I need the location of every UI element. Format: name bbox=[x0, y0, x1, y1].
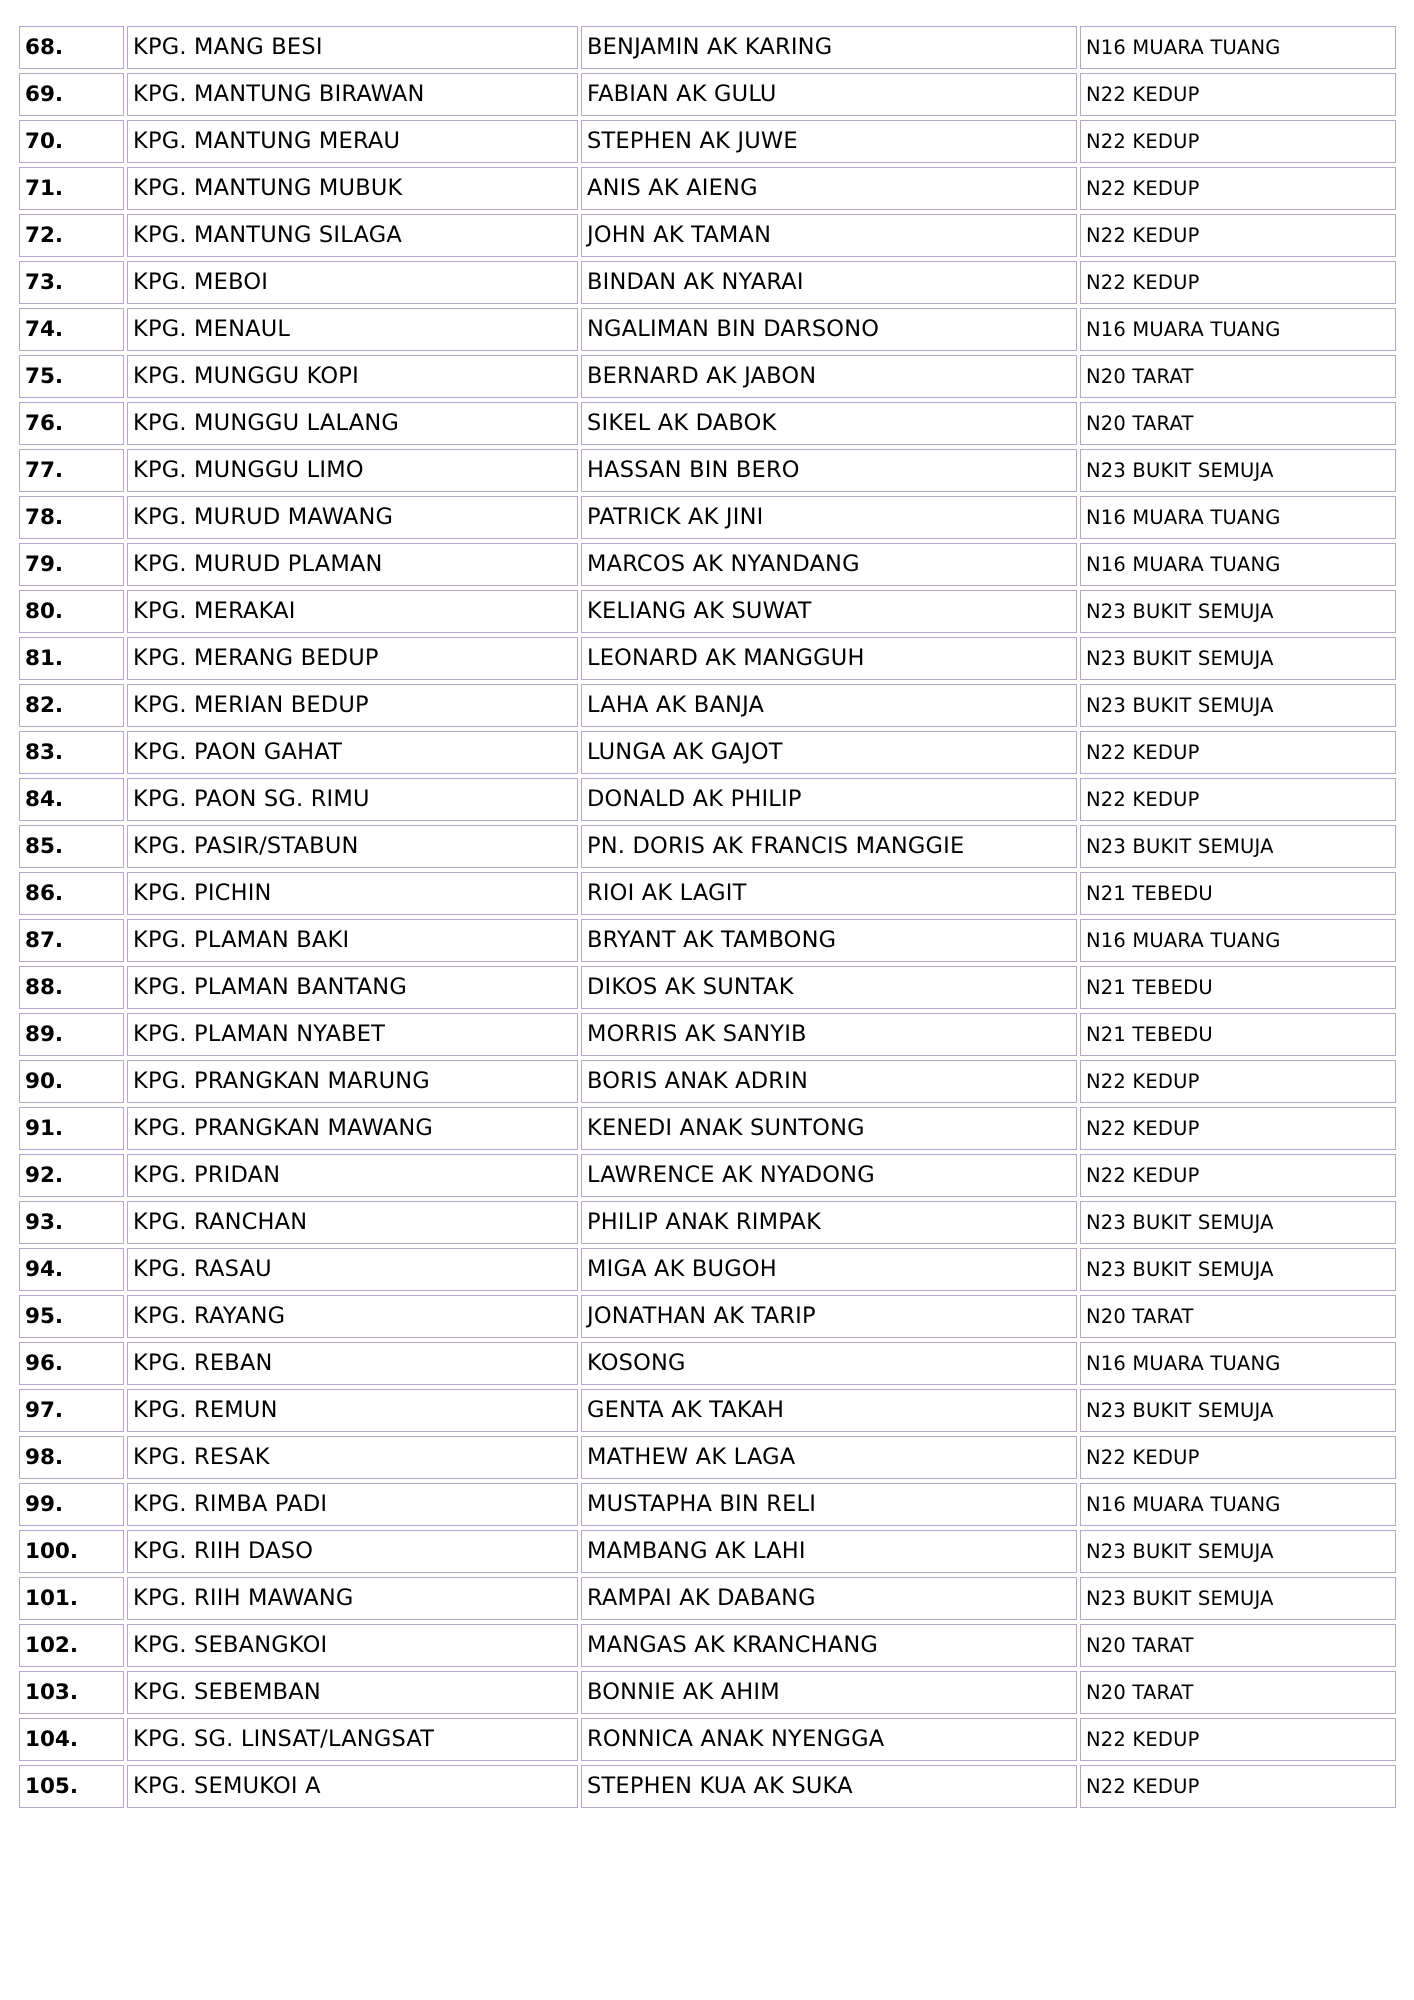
row-number-cell: 95. bbox=[19, 1295, 124, 1338]
village-name-cell: KPG. PRANGKAN MARUNG bbox=[127, 1060, 578, 1103]
person-name-cell: MARCOS AK NYANDANG bbox=[581, 543, 1077, 586]
person-name-cell: MIGA AK BUGOH bbox=[581, 1248, 1077, 1291]
constituency-cell: N21 TEBEDU bbox=[1080, 966, 1396, 1009]
person-name-cell: BENJAMIN AK KARING bbox=[581, 26, 1077, 69]
person-name-cell: LEONARD AK MANGGUH bbox=[581, 637, 1077, 680]
village-name-cell: KPG. RIMBA PADI bbox=[127, 1483, 578, 1526]
village-name-cell: KPG. PAON SG. RIMU bbox=[127, 778, 578, 821]
row-number-cell: 103. bbox=[19, 1671, 124, 1714]
row-number-cell: 78. bbox=[19, 496, 124, 539]
table-row bbox=[19, 73, 1396, 116]
village-name-cell: KPG. MERANG BEDUP bbox=[127, 637, 578, 680]
village-name-cell: KPG. MURUD PLAMAN bbox=[127, 543, 578, 586]
table-row bbox=[19, 543, 1396, 586]
constituency-cell: N22 KEDUP bbox=[1080, 1718, 1396, 1761]
village-name-cell: KPG. MERIAN BEDUP bbox=[127, 684, 578, 727]
row-number-cell: 98. bbox=[19, 1436, 124, 1479]
village-name-cell: KPG. MEBOI bbox=[127, 261, 578, 304]
village-name-cell: KPG. PLAMAN BANTANG bbox=[127, 966, 578, 1009]
row-number-cell: 90. bbox=[19, 1060, 124, 1103]
row-number-cell: 82. bbox=[19, 684, 124, 727]
village-name-cell: KPG. REBAN bbox=[127, 1342, 578, 1385]
row-number-cell: 87. bbox=[19, 919, 124, 962]
table-row bbox=[19, 966, 1396, 1009]
table-row bbox=[19, 1624, 1396, 1667]
table-row bbox=[19, 308, 1396, 351]
table-row bbox=[19, 167, 1396, 210]
village-name-cell: KPG. PICHIN bbox=[127, 872, 578, 915]
village-name-cell: KPG. REMUN bbox=[127, 1389, 578, 1432]
table-row bbox=[19, 1248, 1396, 1291]
person-name-cell: BERNARD AK JABON bbox=[581, 355, 1077, 398]
village-name-cell: KPG. MENAUL bbox=[127, 308, 578, 351]
constituency-cell: N16 MUARA TUANG bbox=[1080, 496, 1396, 539]
constituency-cell: N16 MUARA TUANG bbox=[1080, 26, 1396, 69]
constituency-cell: N23 BUKIT SEMUJA bbox=[1080, 1389, 1396, 1432]
row-number-cell: 83. bbox=[19, 731, 124, 774]
constituency-cell: N23 BUKIT SEMUJA bbox=[1080, 684, 1396, 727]
row-number-cell: 105. bbox=[19, 1765, 124, 1808]
person-name-cell: BONNIE AK AHIM bbox=[581, 1671, 1077, 1714]
person-name-cell: STEPHEN KUA AK SUKA bbox=[581, 1765, 1077, 1808]
constituency-cell: N22 KEDUP bbox=[1080, 778, 1396, 821]
row-number-cell: 91. bbox=[19, 1107, 124, 1150]
table-row bbox=[19, 1671, 1396, 1714]
village-name-cell: KPG. SEMUKOI A bbox=[127, 1765, 578, 1808]
row-number-cell: 92. bbox=[19, 1154, 124, 1197]
constituency-cell: N22 KEDUP bbox=[1080, 1436, 1396, 1479]
constituency-cell: N23 BUKIT SEMUJA bbox=[1080, 590, 1396, 633]
table-row bbox=[19, 1060, 1396, 1103]
person-name-cell: BORIS ANAK ADRIN bbox=[581, 1060, 1077, 1103]
row-number-cell: 81. bbox=[19, 637, 124, 680]
row-number-cell: 85. bbox=[19, 825, 124, 868]
table-row bbox=[19, 1295, 1396, 1338]
village-name-cell: KPG. SEBEMBAN bbox=[127, 1671, 578, 1714]
village-name-cell: KPG. SEBANGKOI bbox=[127, 1624, 578, 1667]
village-name-cell: KPG. PLAMAN NYABET bbox=[127, 1013, 578, 1056]
person-name-cell: KELIANG AK SUWAT bbox=[581, 590, 1077, 633]
constituency-cell: N22 KEDUP bbox=[1080, 1154, 1396, 1197]
village-name-cell: KPG. MUNGGU LIMO bbox=[127, 449, 578, 492]
row-number-cell: 80. bbox=[19, 590, 124, 633]
person-name-cell: BRYANT AK TAMBONG bbox=[581, 919, 1077, 962]
constituency-cell: N20 TARAT bbox=[1080, 1624, 1396, 1667]
row-number-cell: 68. bbox=[19, 26, 124, 69]
village-name-cell: KPG. MUNGGU KOPI bbox=[127, 355, 578, 398]
constituency-cell: N22 KEDUP bbox=[1080, 1765, 1396, 1808]
constituency-cell: N23 BUKIT SEMUJA bbox=[1080, 637, 1396, 680]
person-name-cell: SIKEL AK DABOK bbox=[581, 402, 1077, 445]
constituency-cell: N22 KEDUP bbox=[1080, 731, 1396, 774]
person-name-cell: STEPHEN AK JUWE bbox=[581, 120, 1077, 163]
village-leaders-table bbox=[16, 22, 1399, 1812]
person-name-cell: RIOI AK LAGIT bbox=[581, 872, 1077, 915]
row-number-cell: 73. bbox=[19, 261, 124, 304]
village-name-cell: KPG. MANTUNG MERAU bbox=[127, 120, 578, 163]
table-row bbox=[19, 1483, 1396, 1526]
constituency-cell: N22 KEDUP bbox=[1080, 120, 1396, 163]
table-row bbox=[19, 872, 1396, 915]
person-name-cell: MANGAS AK KRANCHANG bbox=[581, 1624, 1077, 1667]
village-name-cell: KPG. RESAK bbox=[127, 1436, 578, 1479]
table-row bbox=[19, 120, 1396, 163]
row-number-cell: 99. bbox=[19, 1483, 124, 1526]
row-number-cell: 89. bbox=[19, 1013, 124, 1056]
row-number-cell: 76. bbox=[19, 402, 124, 445]
person-name-cell: BINDAN AK NYARAI bbox=[581, 261, 1077, 304]
table-row bbox=[19, 825, 1396, 868]
person-name-cell: KENEDI ANAK SUNTONG bbox=[581, 1107, 1077, 1150]
person-name-cell: ANIS AK AIENG bbox=[581, 167, 1077, 210]
row-number-cell: 93. bbox=[19, 1201, 124, 1244]
village-name-cell: KPG. MERAKAI bbox=[127, 590, 578, 633]
constituency-cell: N22 KEDUP bbox=[1080, 261, 1396, 304]
person-name-cell: HASSAN BIN BERO bbox=[581, 449, 1077, 492]
table-row bbox=[19, 1389, 1396, 1432]
village-name-cell: KPG. PRIDAN bbox=[127, 1154, 578, 1197]
village-name-cell: KPG. MANTUNG SILAGA bbox=[127, 214, 578, 257]
person-name-cell: KOSONG bbox=[581, 1342, 1077, 1385]
constituency-cell: N23 BUKIT SEMUJA bbox=[1080, 449, 1396, 492]
constituency-cell: N23 BUKIT SEMUJA bbox=[1080, 1201, 1396, 1244]
row-number-cell: 71. bbox=[19, 167, 124, 210]
row-number-cell: 75. bbox=[19, 355, 124, 398]
village-name-cell: KPG. PASIR/STABUN bbox=[127, 825, 578, 868]
constituency-cell: N16 MUARA TUANG bbox=[1080, 1483, 1396, 1526]
village-name-cell: KPG. MANTUNG MUBUK bbox=[127, 167, 578, 210]
constituency-cell: N22 KEDUP bbox=[1080, 214, 1396, 257]
constituency-cell: N20 TARAT bbox=[1080, 1671, 1396, 1714]
row-number-cell: 97. bbox=[19, 1389, 124, 1432]
table-row bbox=[19, 684, 1396, 727]
person-name-cell: MUSTAPHA BIN RELI bbox=[581, 1483, 1077, 1526]
row-number-cell: 72. bbox=[19, 214, 124, 257]
table-row bbox=[19, 590, 1396, 633]
constituency-cell: N22 KEDUP bbox=[1080, 1107, 1396, 1150]
village-name-cell: KPG. PRANGKAN MAWANG bbox=[127, 1107, 578, 1150]
person-name-cell: PHILIP ANAK RIMPAK bbox=[581, 1201, 1077, 1244]
table-row bbox=[19, 1530, 1396, 1573]
table-row bbox=[19, 496, 1396, 539]
constituency-cell: N20 TARAT bbox=[1080, 402, 1396, 445]
row-number-cell: 69. bbox=[19, 73, 124, 116]
person-name-cell: RAMPAI AK DABANG bbox=[581, 1577, 1077, 1620]
person-name-cell: PN. DORIS AK FRANCIS MANGGIE bbox=[581, 825, 1077, 868]
table-row bbox=[19, 1154, 1396, 1197]
village-name-cell: KPG. RANCHAN bbox=[127, 1201, 578, 1244]
table-row bbox=[19, 355, 1396, 398]
person-name-cell: LUNGA AK GAJOT bbox=[581, 731, 1077, 774]
person-name-cell: MATHEW AK LAGA bbox=[581, 1436, 1077, 1479]
constituency-cell: N22 KEDUP bbox=[1080, 167, 1396, 210]
person-name-cell: LAWRENCE AK NYADONG bbox=[581, 1154, 1077, 1197]
constituency-cell: N23 BUKIT SEMUJA bbox=[1080, 1530, 1396, 1573]
table-body bbox=[19, 26, 1396, 1808]
person-name-cell: MAMBANG AK LAHI bbox=[581, 1530, 1077, 1573]
row-number-cell: 102. bbox=[19, 1624, 124, 1667]
village-name-cell: KPG. RASAU bbox=[127, 1248, 578, 1291]
village-name-cell: KPG. MUNGGU LALANG bbox=[127, 402, 578, 445]
person-name-cell: PATRICK AK JINI bbox=[581, 496, 1077, 539]
row-number-cell: 96. bbox=[19, 1342, 124, 1385]
person-name-cell: DIKOS AK SUNTAK bbox=[581, 966, 1077, 1009]
village-name-cell: KPG. PAON GAHAT bbox=[127, 731, 578, 774]
table-row bbox=[19, 731, 1396, 774]
person-name-cell: GENTA AK TAKAH bbox=[581, 1389, 1077, 1432]
row-number-cell: 100. bbox=[19, 1530, 124, 1573]
table-row bbox=[19, 26, 1396, 69]
village-name-cell: KPG. MURUD MAWANG bbox=[127, 496, 578, 539]
row-number-cell: 79. bbox=[19, 543, 124, 586]
row-number-cell: 101. bbox=[19, 1577, 124, 1620]
person-name-cell: NGALIMAN BIN DARSONO bbox=[581, 308, 1077, 351]
person-name-cell: DONALD AK PHILIP bbox=[581, 778, 1077, 821]
row-number-cell: 84. bbox=[19, 778, 124, 821]
table-row bbox=[19, 449, 1396, 492]
constituency-cell: N23 BUKIT SEMUJA bbox=[1080, 1248, 1396, 1291]
table-row bbox=[19, 214, 1396, 257]
row-number-cell: 88. bbox=[19, 966, 124, 1009]
row-number-cell: 70. bbox=[19, 120, 124, 163]
row-number-cell: 94. bbox=[19, 1248, 124, 1291]
constituency-cell: N23 BUKIT SEMUJA bbox=[1080, 1577, 1396, 1620]
table-row bbox=[19, 1436, 1396, 1479]
constituency-cell: N21 TEBEDU bbox=[1080, 1013, 1396, 1056]
person-name-cell: MORRIS AK SANYIB bbox=[581, 1013, 1077, 1056]
table-row bbox=[19, 778, 1396, 821]
village-name-cell: KPG. SG. LINSAT/LANGSAT bbox=[127, 1718, 578, 1761]
constituency-cell: N16 MUARA TUANG bbox=[1080, 1342, 1396, 1385]
village-name-cell: KPG. PLAMAN BAKI bbox=[127, 919, 578, 962]
table-row bbox=[19, 1342, 1396, 1385]
table-row bbox=[19, 1765, 1396, 1808]
table-row bbox=[19, 1013, 1396, 1056]
constituency-cell: N21 TEBEDU bbox=[1080, 872, 1396, 915]
constituency-cell: N23 BUKIT SEMUJA bbox=[1080, 825, 1396, 868]
person-name-cell: JOHN AK TAMAN bbox=[581, 214, 1077, 257]
village-name-cell: KPG. RIIH DASO bbox=[127, 1530, 578, 1573]
table-row bbox=[19, 1201, 1396, 1244]
table-row bbox=[19, 261, 1396, 304]
table-row bbox=[19, 1718, 1396, 1761]
row-number-cell: 74. bbox=[19, 308, 124, 351]
row-number-cell: 77. bbox=[19, 449, 124, 492]
table-row bbox=[19, 637, 1396, 680]
constituency-cell: N22 KEDUP bbox=[1080, 1060, 1396, 1103]
row-number-cell: 86. bbox=[19, 872, 124, 915]
person-name-cell: LAHA AK BANJA bbox=[581, 684, 1077, 727]
table-row bbox=[19, 919, 1396, 962]
person-name-cell: JONATHAN AK TARIP bbox=[581, 1295, 1077, 1338]
constituency-cell: N22 KEDUP bbox=[1080, 73, 1396, 116]
person-name-cell: RONNICA ANAK NYENGGA bbox=[581, 1718, 1077, 1761]
table-row bbox=[19, 1577, 1396, 1620]
village-name-cell: KPG. MANTUNG BIRAWAN bbox=[127, 73, 578, 116]
constituency-cell: N20 TARAT bbox=[1080, 1295, 1396, 1338]
constituency-cell: N20 TARAT bbox=[1080, 355, 1396, 398]
constituency-cell: N16 MUARA TUANG bbox=[1080, 543, 1396, 586]
village-name-cell: KPG. RAYANG bbox=[127, 1295, 578, 1338]
village-name-cell: KPG. RIIH MAWANG bbox=[127, 1577, 578, 1620]
table-row bbox=[19, 1107, 1396, 1150]
village-name-cell: KPG. MANG BESI bbox=[127, 26, 578, 69]
person-name-cell: FABIAN AK GULU bbox=[581, 73, 1077, 116]
constituency-cell: N16 MUARA TUANG bbox=[1080, 919, 1396, 962]
row-number-cell: 104. bbox=[19, 1718, 124, 1761]
table-row bbox=[19, 402, 1396, 445]
constituency-cell: N16 MUARA TUANG bbox=[1080, 308, 1396, 351]
